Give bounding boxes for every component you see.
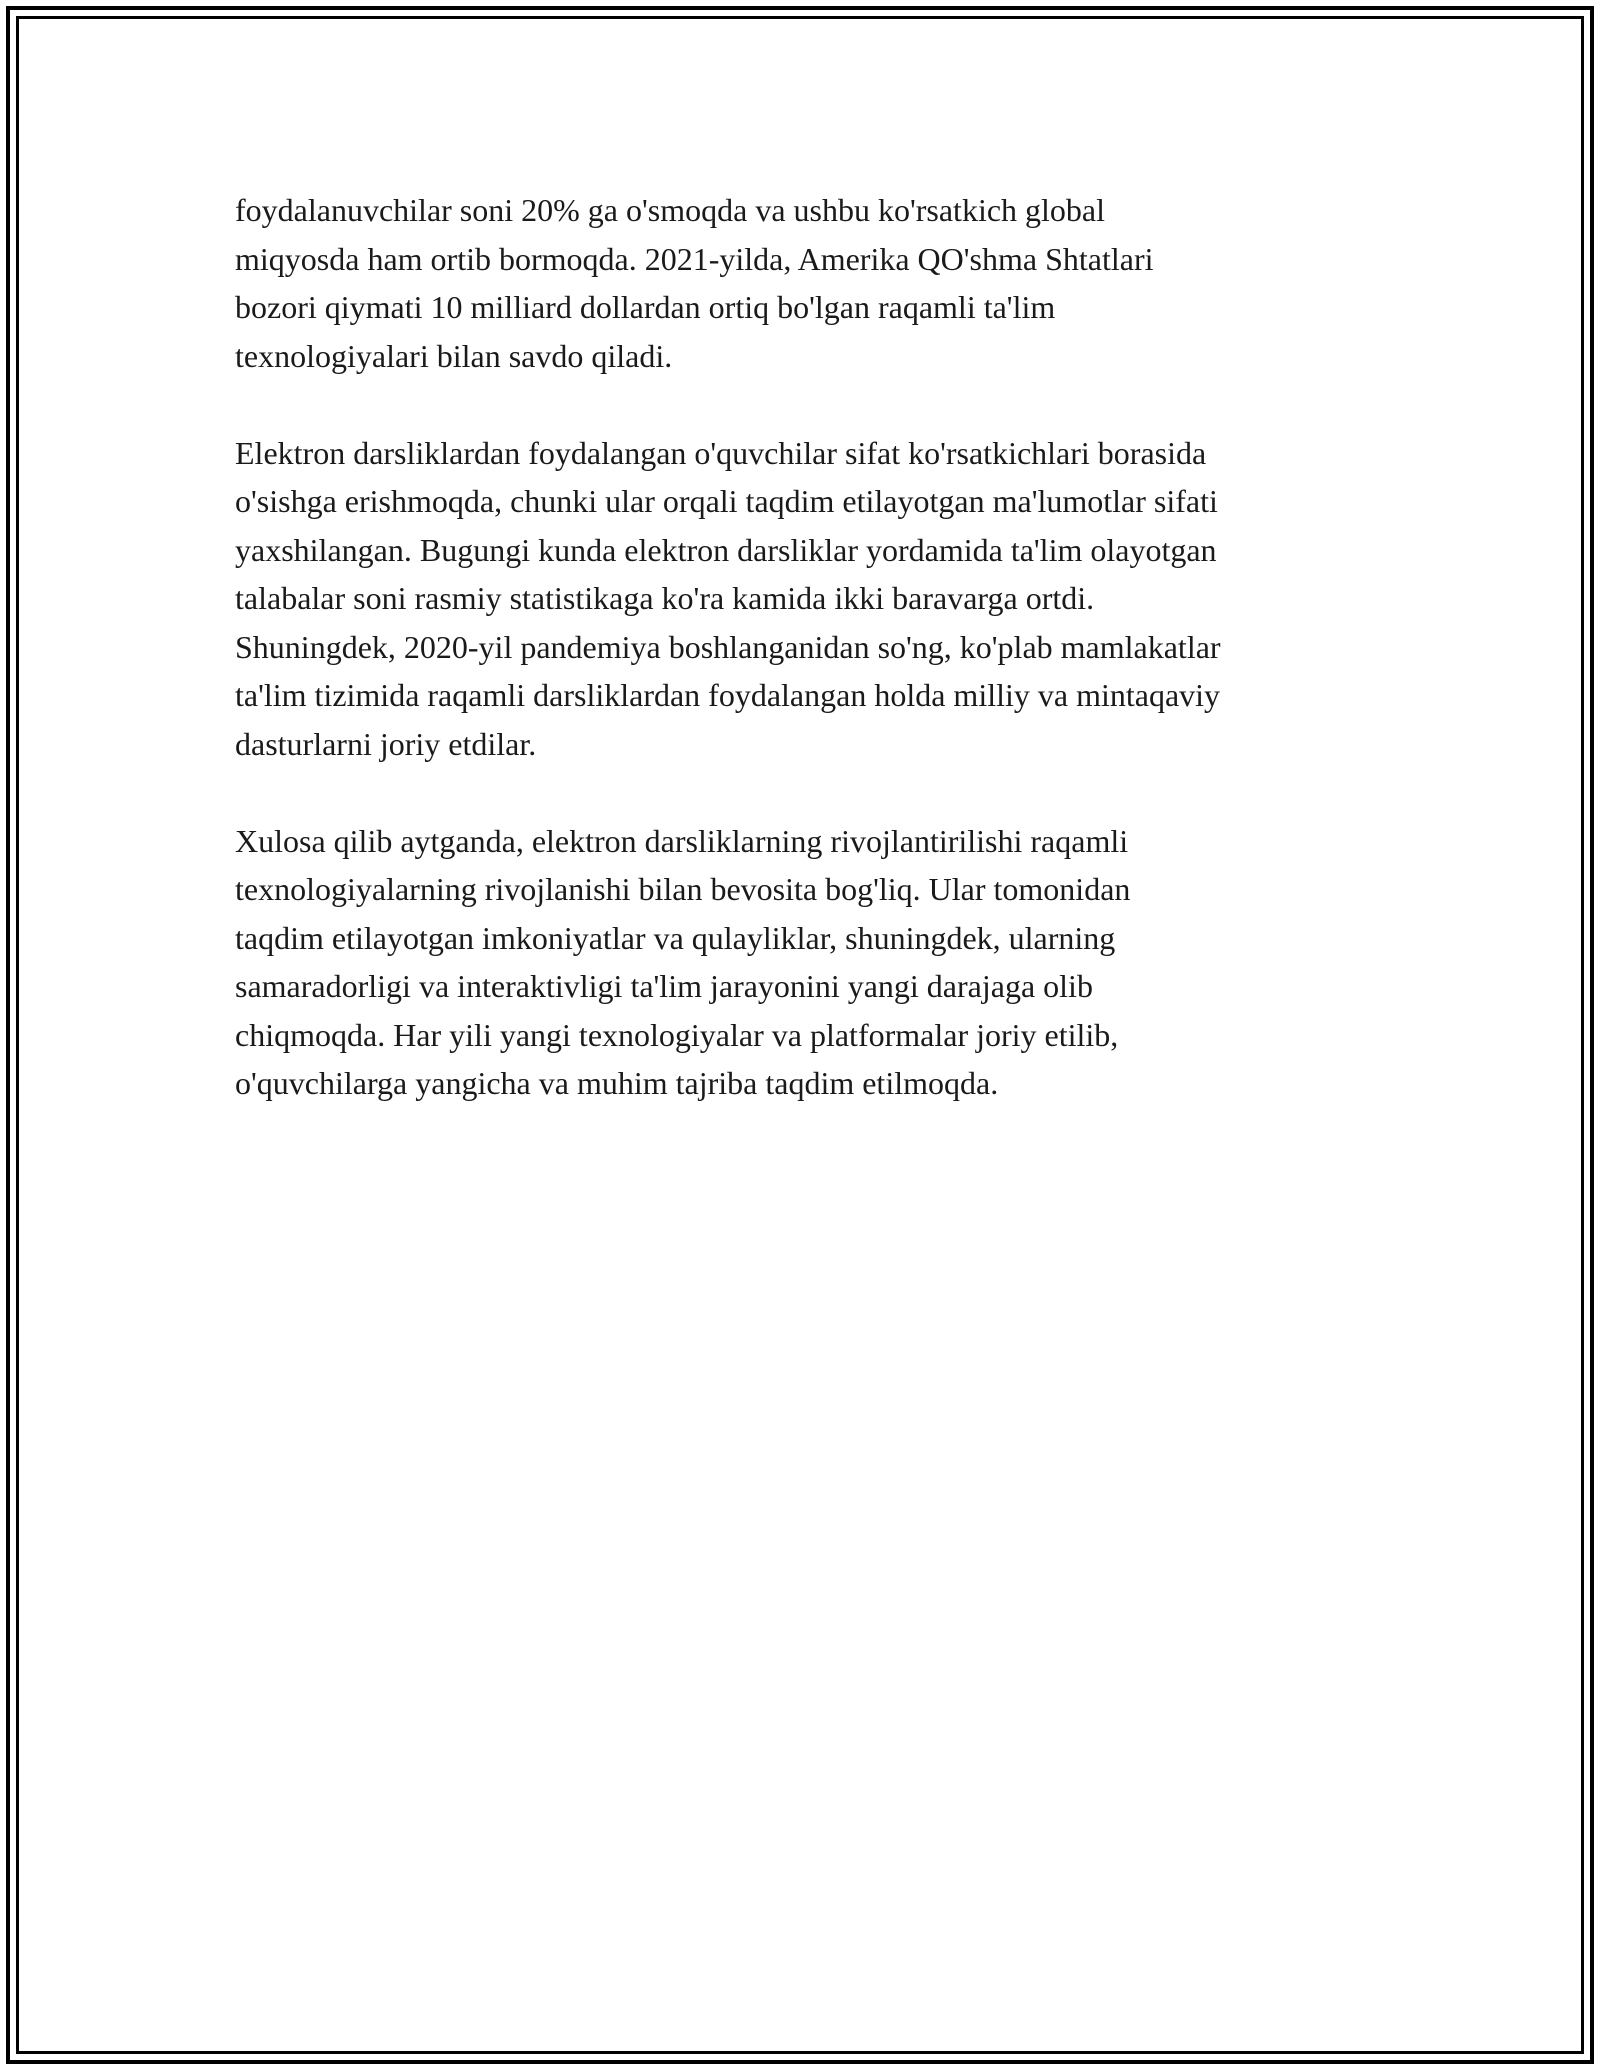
paragraph: Xulosa qilib aytganda, elektron darsliklarning rivojlantirilishi raqamli texnologiyalarning rivojlanishi bilan bevosita bog'liq. Ular tomonidan taqdim etilayotgan imkoniyatlar va qulayliklar, shuningdek, ularning samaradorligi va interaktivligi ta'lim jarayonini yangi darajaga olib chiqmoqda. Har yili yangi texnologiyalar va platformalar joriy etilib, o'quvchilarga yangicha va muhim tajriba taqdim etilmoqda.: [235, 822, 1131, 1101]
paragraph: Elektron darsliklardan foydalangan o'quvchilar sifat ko'rsatkichlari borasida o'sishga erishmoqda, chunki ular orqali taqdim etilayotgan ma'lumotlar sifati yaxshilangan. Bugungi kunda elektron darsliklar yordamida ta'lim olayotgan talabalar soni rasmiy statistikaga ko'ra kamida ikki baravarga ortdi. Shuningdek, 2020-yil pandemiya boshlanganidan so'ng, ko'plab mamlakatlar ta'lim tizimida raqamli darsliklardan foydalangan holda milliy va mintaqaviy dasturlarni joriy etdilar.: [235, 434, 1221, 762]
document-body: [235, 186, 1415, 1156]
paragraph: foydalanuvchilar soni 20% ga o'smoqda va ushbu ko'rsatkich global miqyosda ham ortib bormoqda. 2021-yilda, Amerika QO'shma Shtatlari bozori qiymati 10 milliard dollardan ortiq bo'lgan raqamli ta'lim texnologiyalari bilan savdo qiladi.: [235, 192, 1154, 374]
